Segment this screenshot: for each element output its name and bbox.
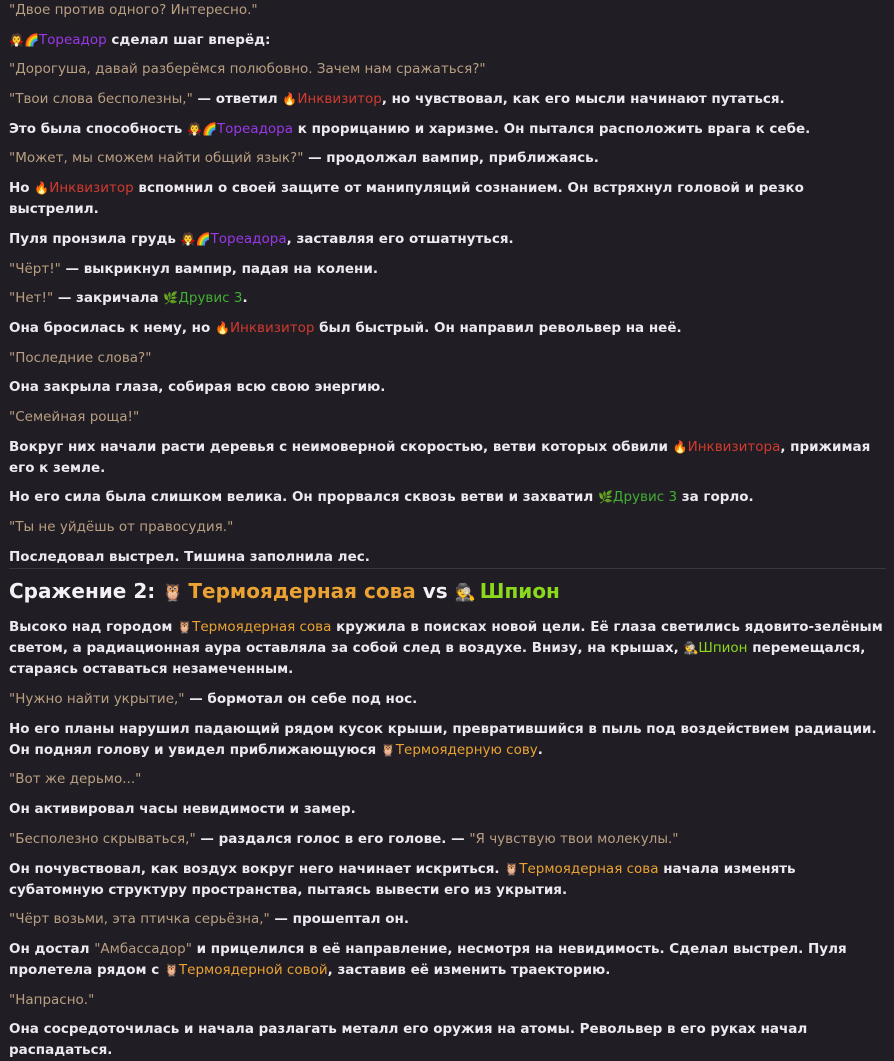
narration-paragraph: [9, 799, 886, 820]
fighter-spy-name: Шпион: [479, 578, 560, 603]
dialogue-line: [9, 990, 886, 1011]
character-name: Инквизитора: [687, 438, 781, 455]
narration-text: — выкрикнул вампир, падая на колени.: [60, 260, 378, 277]
paragraph-spacer: [9, 538, 886, 547]
paragraph-spacer: [9, 220, 886, 229]
vampire-icon: 🧛: [9, 32, 24, 47]
detective-icon: 🕵: [683, 641, 699, 656]
character-name: Тореадора: [216, 120, 294, 137]
narration-text: — прошептал он.: [269, 911, 409, 928]
paragraph-spacer: [9, 981, 886, 990]
fire-icon: 🔥: [282, 92, 298, 107]
quote-text: "Я чувствую твои молекулы.": [469, 830, 679, 847]
dialogue-line: [9, 348, 886, 369]
paragraph-spacer: [9, 80, 886, 89]
paragraph-spacer: [9, 110, 886, 119]
narration-text: Но его сила была слишком велика. Он прорвался сквозь ветви и захватил: [9, 489, 598, 506]
character-name: Термоядерную сову: [395, 741, 538, 758]
narration-text: и прицелился в её направление, несмотря на невидимость. Сделал выстрел. Пуля пролетела рядом с: [9, 940, 847, 978]
owl-icon: 🦉: [177, 620, 193, 635]
paragraph-spacer: [9, 398, 886, 407]
narration-paragraph: [9, 909, 886, 930]
narration-text: Он достал: [9, 940, 95, 957]
paragraph-spacer: [9, 21, 886, 30]
quote-text: "Семейная роща!": [9, 408, 140, 425]
paragraph-spacer: [9, 761, 886, 770]
narration-text: — ответил: [192, 91, 283, 108]
fighter-owl-name: Термоядерная сова: [188, 578, 416, 603]
dialogue-line: [9, 407, 886, 428]
paragraph-spacer: [9, 850, 886, 859]
narration-text: Пуля пронзила грудь: [9, 230, 181, 247]
quote-text: "Вот же дерьмо...": [9, 771, 142, 788]
quote-text: "Бесполезно скрываться,": [9, 830, 196, 847]
character-name: Шпион: [698, 640, 748, 657]
paragraph-spacer: [9, 680, 886, 689]
character-name: Термоядерной совой: [178, 961, 328, 978]
narration-text: Она сосредоточилась и начала разлагать металл его оружия на атомы. Револьвер в его руках начал распадаться.: [9, 1021, 808, 1059]
dialogue-line: [9, 517, 886, 538]
heading-vs: vs: [415, 578, 455, 603]
battle-2-section: [9, 609, 886, 1061]
narration-paragraph: [9, 178, 886, 220]
character-name: Тореадор: [38, 31, 107, 48]
narration-text: Но его планы нарушил падающий рядом кусок крыши, превратившийся в пыль под воздействием радиации. Он поднял голову и увидел приближающуюся: [9, 720, 877, 758]
paragraph-spacer: [9, 710, 886, 719]
narration-paragraph: [9, 1019, 886, 1061]
quote-text: "Твои слова бесполезны,": [9, 91, 193, 108]
fire-icon: 🔥: [672, 439, 688, 454]
narration-text: Он почувствовал, как воздух вокруг него начинает искриться.: [9, 860, 505, 877]
rainbow-icon: 🌈: [201, 121, 217, 136]
narration-paragraph: [9, 689, 886, 710]
paragraph-spacer: [9, 309, 886, 318]
narration-text: — бормотал он себе под нос.: [184, 691, 418, 708]
narration-text: перемещался, стараясь оставаться незамеченным.: [9, 640, 866, 678]
paragraph-spacer: [9, 140, 886, 149]
narration-text: был быстрый. Он направил револьвер на неё.: [314, 319, 682, 336]
rainbow-icon: 🌈: [23, 32, 39, 47]
narration-paragraph: [9, 859, 886, 901]
narration-paragraph: [9, 229, 886, 250]
dialogue-line: [9, 59, 886, 80]
narration-text: Это была способность: [9, 120, 188, 137]
narration-text: Последовал выстрел. Тишина заполнила лес.: [9, 548, 370, 565]
character-name: Тореадора: [210, 230, 287, 247]
paragraph-spacer: [9, 901, 886, 910]
paragraph-spacer: [9, 930, 886, 939]
character-name: Инквизитор: [229, 319, 315, 336]
narration-text: Вокруг них начали расти деревья с неимоверной скоростью, ветви которых обвили: [9, 438, 673, 455]
paragraph-spacer: [9, 790, 886, 799]
quote-text: "Может, мы сможем найти общий язык?": [9, 150, 304, 167]
herb-icon: 🌿: [163, 291, 179, 306]
vampire-icon: 🧛: [180, 231, 196, 246]
narration-paragraph: [9, 377, 886, 398]
paragraph-spacer: [9, 339, 886, 348]
narration-paragraph: [9, 259, 886, 280]
narration-paragraph: [9, 288, 886, 309]
quote-text: "Напрасно.": [9, 991, 95, 1008]
narration-text: , заставив её изменить траекторию.: [327, 961, 611, 978]
paragraph-spacer: [9, 369, 886, 378]
quote-text: "Амбассадор": [94, 940, 192, 957]
quote-text: "Нет!": [9, 290, 54, 307]
narration-paragraph: [9, 829, 886, 850]
narration-text: .: [242, 290, 248, 307]
narration-paragraph: [9, 119, 886, 140]
dialogue-line: [9, 0, 886, 21]
narration-paragraph: [9, 487, 886, 508]
paragraph-spacer: [9, 479, 886, 488]
narration-paragraph: [9, 617, 886, 680]
fire-icon: 🔥: [215, 320, 230, 335]
detective-icon: 🕵: [454, 582, 476, 603]
narration-text: .: [537, 741, 543, 758]
fire-icon: 🔥: [34, 181, 50, 196]
owl-icon: 🦉: [163, 962, 179, 977]
narration-paragraph: [9, 939, 886, 981]
paragraph-spacer: [9, 820, 886, 829]
narration-text: Он активировал часы невидимости и замер.: [9, 801, 356, 818]
quote-text: "Дорогуша, давай разберёмся полюбовно. Зачем нам сражаться?": [9, 61, 486, 78]
paragraph-spacer: [9, 169, 886, 178]
narration-paragraph: [9, 318, 886, 339]
narration-text: вспомнил о своей защите от манипуляций сознанием. Он встряхнул головой и резко выстрелил.: [9, 180, 804, 218]
battle-1-section: [9, 0, 886, 568]
narration-paragraph: [9, 89, 886, 110]
character-name: Друвис 3: [178, 290, 243, 307]
vampire-icon: 🧛: [187, 121, 202, 136]
heading-prefix: Сражение 2:: [9, 578, 163, 603]
paragraph-spacer: [9, 280, 886, 289]
narration-text: , прижимая его к земле.: [9, 438, 871, 476]
paragraph-spacer: [9, 428, 886, 437]
paragraph-spacer: [9, 51, 886, 60]
narration-paragraph: [9, 148, 886, 169]
narration-text: Она бросилась к нему, но: [9, 319, 215, 336]
character-name: Друвис 3: [612, 489, 678, 506]
character-name: Термоядерная сова: [519, 860, 659, 877]
dialogue-line: [9, 769, 886, 790]
quote-text: "Двое против одного? Интересно.": [9, 2, 258, 18]
narration-text: — раздался голос в его голове. —: [195, 830, 470, 847]
narration-text: Высоко над городом: [9, 619, 178, 636]
narration-text: — закричала: [53, 290, 164, 307]
narration-text: — продолжал вампир, приближаясь.: [303, 150, 599, 167]
paragraph-spacer: [9, 250, 886, 259]
character-name: Инквизитор: [49, 180, 134, 197]
character-name: Инквизитор: [297, 91, 382, 108]
character-name: Термоядерная сова: [192, 619, 332, 636]
quote-text: "Последние слова?": [9, 349, 152, 366]
quote-text: "Чёрт!": [9, 260, 61, 277]
quote-text: "Ты не уйдёшь от правосудия.": [9, 519, 234, 535]
owl-icon: 🦉: [162, 582, 184, 603]
narration-text: начала изменять субатомную структуру пространства, пытаясь вывести его из укрытия.: [9, 860, 796, 898]
narration-text: Но: [9, 180, 35, 197]
narration-paragraph: [9, 547, 886, 568]
rainbow-icon: 🌈: [195, 231, 211, 246]
owl-icon: 🦉: [380, 742, 396, 757]
narration-text: сделал шаг вперёд:: [106, 31, 271, 48]
owl-icon: 🦉: [504, 861, 520, 876]
narration-text: Она закрыла глаза, собирая всю свою энергию.: [9, 379, 386, 396]
narration-text: , заставляя его отшатнуться.: [286, 230, 514, 247]
narration-paragraph: [9, 719, 886, 761]
narration-paragraph: [9, 30, 886, 51]
narration-text: к прорицанию и харизме. Он пытался расположить врага к себе.: [293, 120, 811, 137]
battle-2-heading: [9, 568, 886, 609]
narration-paragraph: [9, 437, 886, 479]
paragraph-spacer: [9, 609, 886, 618]
paragraph-spacer: [9, 1011, 886, 1020]
paragraph-spacer: [9, 508, 886, 517]
narration-text: , но чувствовал, как его мысли начинают путаться.: [381, 91, 785, 108]
herb-icon: 🌿: [597, 490, 613, 505]
narration-text: за горло.: [677, 489, 754, 506]
quote-text: "Чёрт возьми, эта птичка серьёзна,": [9, 911, 270, 928]
narration-text: кружила в поисках новой цели. Её глаза светились ядовито-зелёным светом, а радиационная аура оставляла за собой след в воздухе. Внизу, на крышах,: [9, 619, 883, 657]
quote-text: "Нужно найти укрытие,": [9, 691, 185, 708]
